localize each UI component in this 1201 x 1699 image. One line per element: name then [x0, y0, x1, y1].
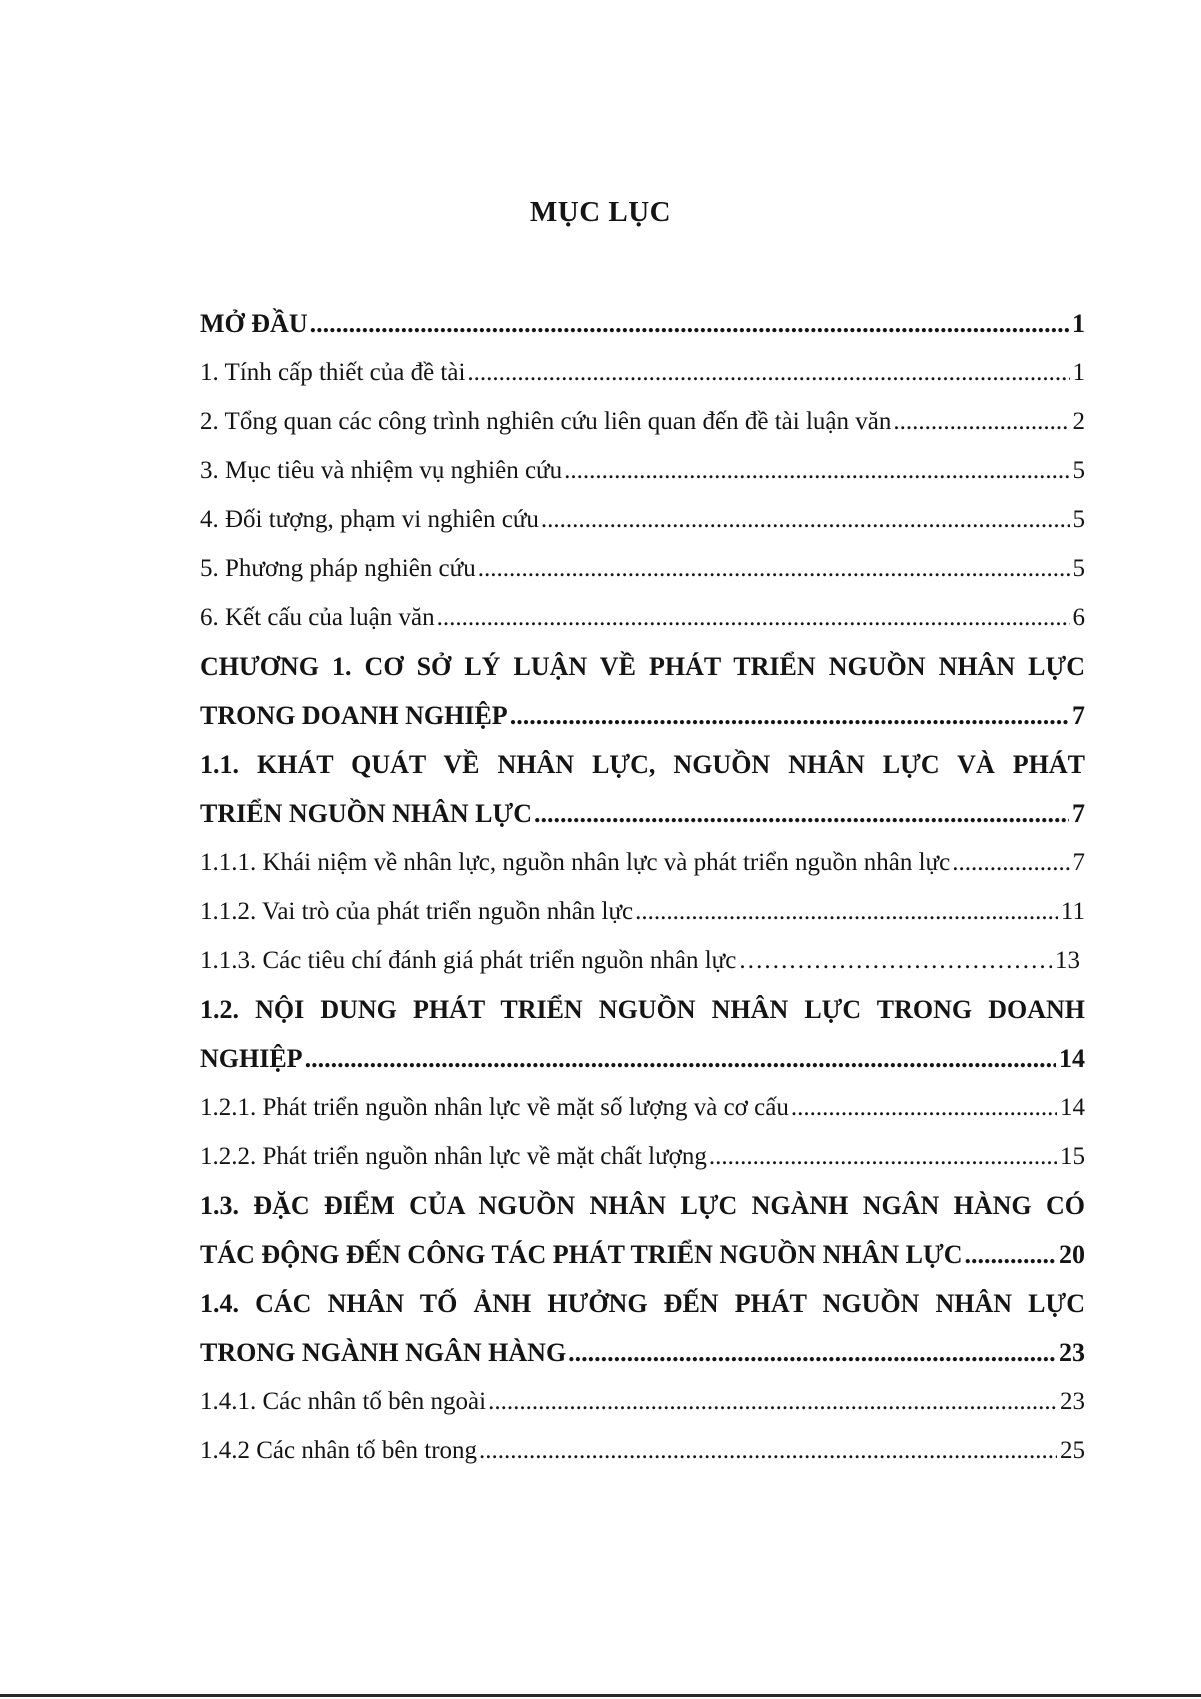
- toc-page-number: 7: [1072, 849, 1085, 876]
- table-of-contents: [200, 299, 1085, 1475]
- toc-entry-label: 1. Tính cấp thiết của đề tài: [200, 359, 466, 386]
- toc-page-number: 1: [1072, 309, 1085, 338]
- dot-leader: [635, 887, 1058, 936]
- toc-entry-1-3-line2[interactable]: [200, 1230, 1085, 1279]
- toc-entry-1-3-line1[interactable]: [200, 1181, 1085, 1230]
- toc-entry-1-4-1[interactable]: [200, 1377, 1085, 1426]
- toc-entry-chapter-1-line2[interactable]: [200, 691, 1085, 740]
- dot-leader: [467, 348, 1069, 397]
- toc-page-number: 20: [1059, 1240, 1085, 1269]
- toc-page-number: 5: [1072, 555, 1085, 582]
- toc-entry-label: TÁC ĐỘNG ĐẾN CÔNG TÁC PHÁT TRIỂN NGUỒN NHÂN LỰC: [200, 1240, 963, 1269]
- toc-entry-1-4-line2[interactable]: [200, 1328, 1085, 1377]
- toc-entry-label: 2. Tổng quan các công trình nghiên cứu liên quan đến đề tài luận văn: [200, 408, 892, 435]
- toc-entry-2[interactable]: [200, 397, 1085, 446]
- toc-page-number: 5: [1072, 457, 1085, 484]
- toc-page-number: 5: [1072, 506, 1085, 533]
- toc-entry-1-1-1[interactable]: [200, 838, 1085, 887]
- toc-entry-1-4-line1[interactable]: [200, 1279, 1085, 1328]
- toc-entry-1-1-2[interactable]: [200, 887, 1085, 936]
- toc-page-number: 23: [1060, 1388, 1085, 1415]
- toc-entry-1-1-line2[interactable]: [200, 789, 1085, 838]
- toc-entry-label: TRONG NGÀNH NGÂN HÀNG: [200, 1338, 567, 1367]
- page-bottom-rule: [0, 1694, 1201, 1697]
- toc-entry-1-2-2[interactable]: [200, 1132, 1085, 1181]
- toc-entry-4[interactable]: [200, 495, 1085, 544]
- toc-entry-label: CHƯƠNG 1. CƠ SỞ LÝ LUẬN VỀ PHÁT TRIỂN NGUỒN NHÂN LỰC: [200, 652, 1085, 681]
- toc-entry-3[interactable]: [200, 446, 1085, 495]
- toc-entry-label: MỞ ĐẦU: [200, 309, 308, 338]
- toc-entry-mo-dau[interactable]: [200, 299, 1085, 348]
- dot-leader: [709, 1132, 1057, 1181]
- toc-entry-label: TRIỂN NGUỒN NHÂN LỰC: [200, 799, 532, 828]
- dot-leader: [791, 1083, 1057, 1132]
- toc-page-number: 1: [1072, 359, 1085, 386]
- dot-leader: [568, 1328, 1056, 1377]
- dot-leader: [305, 1034, 1056, 1083]
- page-title: MỤC LỤC: [529, 196, 672, 228]
- toc-entry-1-1-line1[interactable]: [200, 740, 1085, 789]
- toc-entry-chapter-1-line1[interactable]: [200, 642, 1085, 691]
- toc-page-number: 14: [1059, 1044, 1085, 1073]
- toc-entry-label: 1.1.3. Các tiêu chí đánh giá phát triển nguồn nhân lực: [200, 947, 737, 974]
- toc-page-number: 2: [1072, 408, 1085, 435]
- toc-entry-1-2-1[interactable]: [200, 1083, 1085, 1132]
- toc-entry-label: 1.2.1. Phát triển nguồn nhân lực về mặt số lượng và cơ cấu: [200, 1094, 789, 1121]
- toc-page-number: 23: [1059, 1338, 1085, 1367]
- toc-entry-1-2-line2[interactable]: [200, 1034, 1085, 1083]
- toc-entry-label: 1.2. NỘI DUNG PHÁT TRIỂN NGUỒN NHÂN LỰC TRONG DOANH: [200, 995, 1085, 1024]
- toc-entry-1-4-2[interactable]: [200, 1426, 1085, 1475]
- toc-page-number: 6: [1072, 604, 1085, 631]
- toc-entry-label: TRONG DOANH NGHIỆP: [200, 701, 508, 730]
- toc-page-number: 25: [1060, 1437, 1085, 1464]
- toc-entry-label: 1.4.2 Các nhân tố bên trong: [200, 1437, 478, 1464]
- dot-leader: [893, 397, 1069, 446]
- toc-entry-label: 4. Đối tượng, phạm vi nghiên cứu: [200, 506, 539, 533]
- toc-entry-6[interactable]: [200, 593, 1085, 642]
- toc-page-number: 15: [1060, 1143, 1085, 1170]
- toc-entry-5[interactable]: [200, 544, 1085, 593]
- toc-entry-1-2-line1[interactable]: [200, 985, 1085, 1034]
- dot-leader: [564, 446, 1069, 495]
- toc-entry-label: 1.4. CÁC NHÂN TỐ ẢNH HƯỞNG ĐẾN PHÁT NGUỒN NHÂN LỰC: [200, 1289, 1085, 1318]
- dot-leader: [478, 544, 1070, 593]
- dot-leader: [965, 1230, 1057, 1279]
- dot-leader: [437, 593, 1070, 642]
- toc-entry-1[interactable]: [200, 348, 1085, 397]
- toc-entry-label: 1.3. ĐẶC ĐIỂM CỦA NGUỒN NHÂN LỰC NGÀNH NGÂN HÀNG CÓ: [200, 1191, 1085, 1220]
- dot-leader: [952, 838, 1069, 887]
- toc-entry-label: 1.1.2. Vai trò của phát triển nguồn nhân lực: [200, 898, 634, 925]
- dot-leader: [510, 691, 1069, 740]
- dot-leader: [534, 789, 1069, 838]
- dot-leader: [738, 936, 1052, 985]
- toc-entry-label: 6. Kết cấu của luận văn: [200, 604, 435, 631]
- toc-entry-label: NGHIỆP: [200, 1044, 303, 1073]
- toc-page-number: 7: [1072, 799, 1085, 828]
- toc-page-number: 13: [1055, 947, 1080, 974]
- toc-entry-label: 1.1.1. Khái niệm về nhân lực, nguồn nhân lực và phát triển nguồn nhân lực: [200, 849, 951, 876]
- dot-leader: [541, 495, 1070, 544]
- toc-entry-label: 1.4.1. Các nhân tố bên ngoài: [200, 1388, 487, 1415]
- toc-page-number: 11: [1060, 898, 1085, 925]
- toc-entry-1-1-3[interactable]: [200, 936, 1085, 985]
- toc-page-number: 7: [1072, 701, 1085, 730]
- toc-page-number: 14: [1060, 1094, 1085, 1121]
- dot-leader: [479, 1426, 1057, 1475]
- toc-entry-label: 3. Mục tiêu và nhiệm vụ nghiên cứu: [200, 457, 563, 484]
- toc-entry-label: 5. Phương pháp nghiên cứu: [200, 555, 476, 582]
- toc-entry-label: 1.2.2. Phát triển nguồn nhân lực về mặt chất lượng: [200, 1143, 707, 1170]
- dot-leader: [488, 1377, 1057, 1426]
- dot-leader: [310, 299, 1069, 348]
- toc-entry-label: 1.1. KHÁT QUÁT VỀ NHÂN LỰC, NGUỒN NHÂN LỰC VÀ PHÁT: [200, 750, 1085, 779]
